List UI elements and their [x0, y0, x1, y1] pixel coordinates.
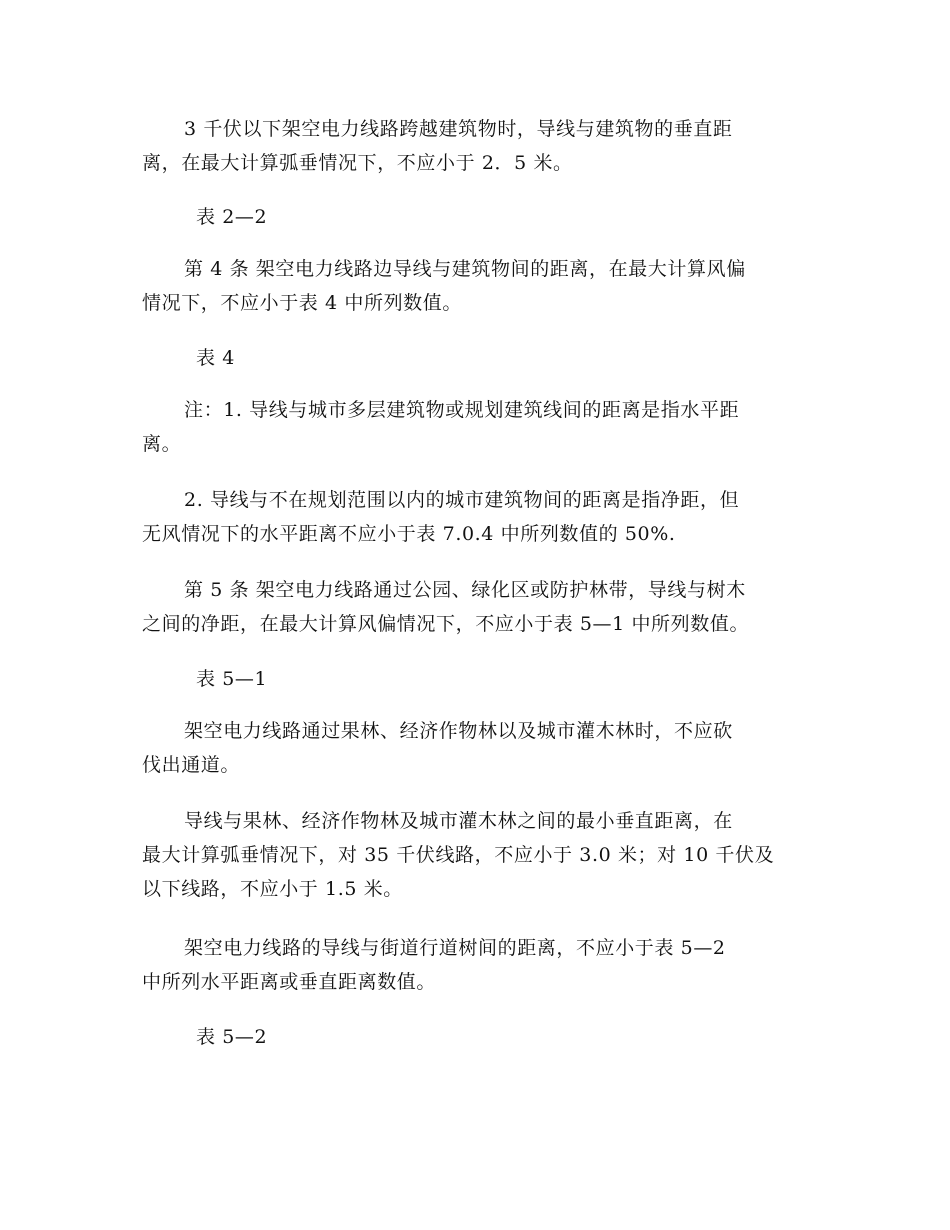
paragraph-orchard-passage	[142, 714, 810, 782]
text-line: 第 5 条 架空电力线路通过公园、绿化区或防护林带，导线与树木	[184, 579, 746, 601]
text-line: 离，在最大计算弧垂情况下，不应小于 2．5 米。	[142, 152, 573, 174]
text-line: 伐出通道。	[142, 754, 241, 776]
text-line: 导线与果林、经济作物林及城市灌木林之间的最小垂直距离，在	[184, 810, 733, 832]
text-line: 无风情况下的水平距离不应小于表 7.0.4 中所列数值的 50%.	[142, 523, 676, 545]
text-line: 2. 导线与不在规划范围以内的城市建筑物间的距离是指净距，但	[184, 489, 740, 511]
text-line: 3 千伏以下架空电力线路跨越建筑物时，导线与建筑物的垂直距	[184, 118, 733, 140]
text-line: 架空电力线路通过果林、经济作物林以及城市灌木林时，不应砍	[184, 720, 733, 742]
table-label-2-2: 表 2—2	[196, 206, 268, 228]
text-line: 架空电力线路的导线与街道行道树间的距离，不应小于表 5—2	[184, 937, 726, 959]
text-line: 之间的净距，在最大计算风偏情况下，不应小于表 5—1 中所列数值。	[142, 613, 750, 635]
paragraph-3kv-building-clearance	[142, 112, 810, 180]
text-line: 离。	[142, 433, 182, 455]
paragraph-vertical-clearance	[142, 804, 810, 906]
text-line: 以下线路，不应小于 1.5 米。	[142, 878, 403, 900]
text-line: 注：1. 导线与城市多层建筑物或规划建筑线间的距离是指水平距	[184, 399, 740, 421]
table-label-5-2: 表 5—2	[196, 1026, 268, 1048]
paragraph-street-trees	[142, 931, 810, 999]
paragraph-note-1	[142, 393, 810, 461]
table-label-4: 表 4	[196, 347, 235, 369]
paragraph-article-5	[142, 573, 810, 641]
paragraph-note-2	[142, 483, 810, 551]
table-label-5-1: 表 5—1	[196, 668, 268, 690]
text-line: 情况下，不应小于表 4 中所列数值。	[142, 292, 462, 314]
text-line: 最大计算弧垂情况下，对 35 千伏线路，不应小于 3.0 米；对 10 千伏及	[142, 844, 775, 866]
text-line: 第 4 条 架空电力线路边导线与建筑物间的距离，在最大计算风偏	[184, 258, 746, 280]
text-line: 中所列水平距离或垂直距离数值。	[142, 971, 437, 993]
paragraph-article-4	[142, 252, 810, 320]
